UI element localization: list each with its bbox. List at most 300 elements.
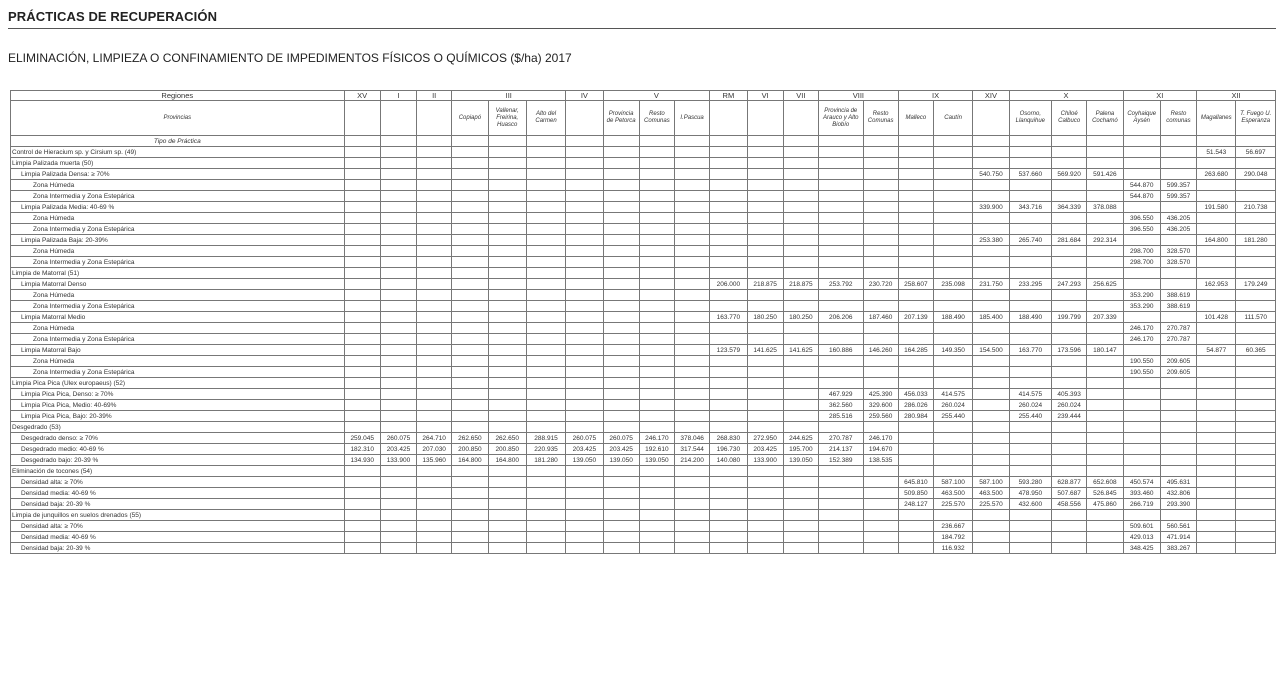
table-cell	[1087, 367, 1123, 378]
table-cell	[710, 147, 747, 158]
table-cell	[603, 543, 639, 554]
table-cell	[452, 301, 488, 312]
table-cell	[898, 510, 933, 521]
row-label: Control de Hieracium sp. y Cirsium sp. (49)	[11, 147, 345, 158]
table-cell	[898, 334, 933, 345]
row-label: Limpia Palizada muerta (50)	[11, 158, 345, 169]
provinces-header-row	[11, 101, 1276, 136]
table-cell: 203.425	[747, 444, 783, 455]
table-cell	[639, 543, 674, 554]
table-cell: 190.550	[1123, 356, 1160, 367]
table-cell	[1236, 334, 1276, 345]
table-cell	[674, 136, 709, 147]
table-row	[11, 312, 1276, 323]
table-cell	[417, 235, 452, 246]
table-cell: 163.770	[1009, 345, 1051, 356]
table-cell	[710, 136, 747, 147]
table-cell	[417, 367, 452, 378]
table-cell	[488, 323, 526, 334]
table-cell: 259.560	[863, 411, 898, 422]
table-cell	[674, 356, 709, 367]
table-cell: 206.000	[710, 279, 747, 290]
table-cell	[973, 367, 1009, 378]
table-cell	[1197, 290, 1236, 301]
table-cell	[417, 345, 452, 356]
table-cell	[783, 400, 818, 411]
table-row	[11, 433, 1276, 444]
table-cell	[1009, 466, 1051, 477]
table-cell	[639, 334, 674, 345]
row-label: Densidad baja: 20-39 %	[11, 543, 345, 554]
table-cell	[710, 235, 747, 246]
table-cell	[639, 411, 674, 422]
table-cell	[1087, 180, 1123, 191]
table-cell	[380, 499, 416, 510]
table-cell	[747, 356, 783, 367]
table-cell	[933, 356, 972, 367]
table-cell	[710, 389, 747, 400]
table-cell	[1197, 246, 1236, 257]
table-cell	[639, 400, 674, 411]
table-row	[11, 191, 1276, 202]
table-row	[11, 422, 1276, 433]
table-cell	[344, 169, 380, 180]
table-cell	[344, 521, 380, 532]
table-cell	[747, 246, 783, 257]
table-cell	[566, 488, 603, 499]
table-cell	[1052, 191, 1087, 202]
row-label: Limpia de Matorral (51)	[11, 268, 345, 279]
province-header	[747, 101, 783, 136]
table-cell	[639, 290, 674, 301]
table-cell	[639, 488, 674, 499]
table-cell	[818, 356, 863, 367]
province-header: Vallenar, Freirina, Huasco	[488, 101, 526, 136]
table-row	[11, 235, 1276, 246]
row-label: Limpia de junquillos en suelos drenados (55)	[11, 510, 345, 521]
table-cell: 231.750	[973, 279, 1009, 290]
table-cell: 628.877	[1052, 477, 1087, 488]
table-cell	[1052, 444, 1087, 455]
table-cell	[1197, 444, 1236, 455]
table-cell	[380, 367, 416, 378]
table-cell	[933, 290, 972, 301]
row-label: Limpia Palizada Baja: 20-39%	[11, 235, 345, 246]
table-cell	[1236, 433, 1276, 444]
table-cell	[488, 543, 526, 554]
table-row	[11, 466, 1276, 477]
table-cell	[674, 279, 709, 290]
table-cell	[863, 224, 898, 235]
table-cell	[1236, 543, 1276, 554]
table-cell	[1087, 191, 1123, 202]
table-cell	[1123, 202, 1160, 213]
table-cell	[1160, 378, 1196, 389]
table-cell	[747, 466, 783, 477]
table-cell: 259.045	[344, 433, 380, 444]
table-cell	[1087, 422, 1123, 433]
region-header: VIII	[818, 91, 898, 101]
row-label: Limpia Matorral Medio	[11, 312, 345, 323]
table-cell	[344, 378, 380, 389]
table-cell	[747, 543, 783, 554]
table-cell: 288.915	[526, 433, 565, 444]
table-cell: 154.500	[973, 345, 1009, 356]
table-cell	[1197, 532, 1236, 543]
practice-type-row	[11, 136, 1276, 147]
table-cell	[417, 301, 452, 312]
table-cell	[818, 367, 863, 378]
table-cell: 429.013	[1123, 532, 1160, 543]
table-cell	[639, 213, 674, 224]
table-cell: 182.310	[344, 444, 380, 455]
table-cell	[1009, 367, 1051, 378]
table-cell: 51.543	[1197, 147, 1236, 158]
table-cell	[674, 389, 709, 400]
table-row	[11, 279, 1276, 290]
table-cell	[747, 136, 783, 147]
table-cell	[417, 477, 452, 488]
table-cell	[1052, 257, 1087, 268]
table-cell	[863, 466, 898, 477]
table-cell	[488, 136, 526, 147]
region-header: IV	[566, 91, 603, 101]
table-cell	[973, 378, 1009, 389]
table-cell	[452, 323, 488, 334]
table-cell	[1236, 213, 1276, 224]
table-cell	[1009, 444, 1051, 455]
table-cell	[452, 367, 488, 378]
table-cell	[973, 257, 1009, 268]
table-cell	[488, 268, 526, 279]
table-row	[11, 180, 1276, 191]
row-label: Limpia Pica Pica, Bajo: 20-39%	[11, 411, 345, 422]
practice-type-label: Tipo de Práctica	[11, 136, 345, 147]
table-cell	[452, 356, 488, 367]
table-cell	[566, 510, 603, 521]
table-cell	[1236, 301, 1276, 312]
row-label: Zona Intermedia y Zona Estepárica	[11, 367, 345, 378]
table-cell	[818, 301, 863, 312]
table-cell: 133.900	[380, 455, 416, 466]
table-cell	[603, 158, 639, 169]
table-cell	[710, 378, 747, 389]
table-cell: 593.280	[1009, 477, 1051, 488]
row-label: Zona Húmeda	[11, 246, 345, 257]
table-cell	[898, 466, 933, 477]
table-cell: 141.625	[783, 345, 818, 356]
table-cell: 188.490	[933, 312, 972, 323]
table-cell: 540.750	[973, 169, 1009, 180]
table-cell: 388.619	[1160, 301, 1196, 312]
table-cell	[674, 543, 709, 554]
table-cell: 233.295	[1009, 279, 1051, 290]
table-cell	[1123, 510, 1160, 521]
table-cell	[818, 510, 863, 521]
table-cell: 353.290	[1123, 301, 1160, 312]
table-cell	[1052, 510, 1087, 521]
table-cell	[674, 411, 709, 422]
row-label: Zona Húmeda	[11, 213, 345, 224]
table-cell: 260.024	[933, 400, 972, 411]
table-cell	[344, 510, 380, 521]
table-cell: 195.700	[783, 444, 818, 455]
table-cell	[783, 301, 818, 312]
table-cell: 214.137	[818, 444, 863, 455]
table-cell	[933, 169, 972, 180]
table-cell	[1197, 433, 1236, 444]
table-cell	[818, 191, 863, 202]
table-cell	[488, 466, 526, 477]
table-cell	[1087, 158, 1123, 169]
table-cell	[566, 345, 603, 356]
table-cell	[747, 301, 783, 312]
table-cell	[452, 345, 488, 356]
table-cell	[818, 136, 863, 147]
table-cell	[603, 466, 639, 477]
table-cell: 258.607	[898, 279, 933, 290]
table-cell	[1236, 411, 1276, 422]
table-cell: 218.875	[747, 279, 783, 290]
table-cell	[818, 521, 863, 532]
table-row	[11, 532, 1276, 543]
table-cell	[898, 136, 933, 147]
table-cell	[710, 323, 747, 334]
table-cell	[1123, 433, 1160, 444]
table-cell	[783, 411, 818, 422]
table-cell	[1087, 323, 1123, 334]
table-cell	[380, 334, 416, 345]
table-cell: 246.170	[1123, 323, 1160, 334]
table-cell	[1197, 488, 1236, 499]
table-cell	[1052, 301, 1087, 312]
table-cell	[603, 323, 639, 334]
table-cell	[639, 257, 674, 268]
table-row	[11, 268, 1276, 279]
table-cell: 253.380	[973, 235, 1009, 246]
table-cell	[1197, 301, 1236, 312]
table-cell	[818, 477, 863, 488]
table-cell	[488, 235, 526, 246]
table-cell	[674, 400, 709, 411]
table-cell	[639, 246, 674, 257]
table-cell	[1197, 334, 1236, 345]
table-cell	[452, 224, 488, 235]
table-cell: 192.610	[639, 444, 674, 455]
table-cell	[452, 246, 488, 257]
table-cell: 507.687	[1052, 488, 1087, 499]
table-cell: 236.667	[933, 521, 972, 532]
table-cell	[488, 345, 526, 356]
table-cell	[674, 477, 709, 488]
province-header: I.Pascua	[674, 101, 709, 136]
table-cell	[1087, 268, 1123, 279]
table-cell	[1197, 521, 1236, 532]
province-header: Copiapó	[452, 101, 488, 136]
table-cell	[1123, 400, 1160, 411]
table-cell	[566, 235, 603, 246]
table-cell	[783, 268, 818, 279]
table-cell	[1123, 235, 1160, 246]
table-cell: 199.799	[1052, 312, 1087, 323]
table-cell: 246.170	[1123, 334, 1160, 345]
table-cell	[417, 389, 452, 400]
table-cell	[488, 202, 526, 213]
table-cell	[566, 136, 603, 147]
table-cell	[1197, 323, 1236, 334]
table-cell	[344, 389, 380, 400]
table-cell	[863, 334, 898, 345]
table-cell	[380, 389, 416, 400]
table-cell	[710, 202, 747, 213]
table-row	[11, 510, 1276, 521]
table-cell: 432.600	[1009, 499, 1051, 510]
row-label: Zona Húmeda	[11, 323, 345, 334]
table-cell	[898, 257, 933, 268]
table-cell	[973, 224, 1009, 235]
table-cell	[898, 455, 933, 466]
table-cell	[973, 356, 1009, 367]
province-header: Osorno, Llanquihue	[1009, 101, 1051, 136]
table-cell	[344, 290, 380, 301]
table-row	[11, 444, 1276, 455]
table-cell	[1236, 268, 1276, 279]
table-cell: 260.075	[566, 433, 603, 444]
table-row	[11, 246, 1276, 257]
table-cell	[417, 488, 452, 499]
table-cell	[898, 147, 933, 158]
table-cell	[1197, 466, 1236, 477]
table-cell	[603, 356, 639, 367]
table-cell: 378.046	[674, 433, 709, 444]
table-cell: 200.850	[488, 444, 526, 455]
table-cell	[1087, 213, 1123, 224]
table-cell	[1197, 411, 1236, 422]
table-cell	[1236, 466, 1276, 477]
table-cell	[783, 323, 818, 334]
table-cell	[488, 169, 526, 180]
region-header: RM	[710, 91, 747, 101]
table-cell	[488, 356, 526, 367]
table-cell	[1236, 400, 1276, 411]
table-cell	[603, 301, 639, 312]
table-cell	[1123, 268, 1160, 279]
table-cell	[566, 191, 603, 202]
table-cell	[1123, 444, 1160, 455]
table-cell	[898, 158, 933, 169]
table-cell	[1052, 521, 1087, 532]
table-cell	[818, 334, 863, 345]
table-cell: 348.425	[1123, 543, 1160, 554]
table-cell	[1009, 378, 1051, 389]
table-cell	[452, 400, 488, 411]
regions-header-row	[11, 91, 1276, 101]
region-header: III	[452, 91, 566, 101]
table-cell	[603, 532, 639, 543]
table-cell	[1052, 213, 1087, 224]
table-cell: 256.625	[1087, 279, 1123, 290]
table-cell	[674, 268, 709, 279]
table-cell	[710, 224, 747, 235]
table-cell	[973, 455, 1009, 466]
table-cell: 260.024	[1052, 400, 1087, 411]
province-header: Alto del Carmen	[526, 101, 565, 136]
table-cell	[603, 312, 639, 323]
table-cell	[1087, 543, 1123, 554]
table-cell	[639, 147, 674, 158]
table-cell	[1052, 466, 1087, 477]
table-cell	[1197, 257, 1236, 268]
table-cell	[818, 268, 863, 279]
table-cell	[1123, 466, 1160, 477]
table-cell	[380, 532, 416, 543]
table-cell	[933, 433, 972, 444]
table-cell	[1009, 246, 1051, 257]
table-cell	[603, 213, 639, 224]
row-label: Limpia Pica Pica, Medio: 40-69%	[11, 400, 345, 411]
table-cell: 225.570	[973, 499, 1009, 510]
table-cell	[603, 488, 639, 499]
row-label: Zona Húmeda	[11, 180, 345, 191]
table-cell: 248.127	[898, 499, 933, 510]
table-cell: 526.845	[1087, 488, 1123, 499]
table-cell: 214.200	[674, 455, 709, 466]
table-cell	[639, 466, 674, 477]
row-label: Desgedrado medio: 40-69 %	[11, 444, 345, 455]
table-cell	[380, 345, 416, 356]
table-cell: 599.357	[1160, 191, 1196, 202]
table-cell	[452, 411, 488, 422]
table-cell	[863, 191, 898, 202]
table-cell: 270.787	[1160, 334, 1196, 345]
table-cell: 190.550	[1123, 367, 1160, 378]
table-cell	[344, 213, 380, 224]
table-cell	[452, 466, 488, 477]
table-cell	[526, 323, 565, 334]
title-rule	[8, 28, 1276, 29]
table-cell	[344, 246, 380, 257]
table-cell	[380, 191, 416, 202]
table-cell: 544.870	[1123, 180, 1160, 191]
table-cell	[710, 488, 747, 499]
table-cell	[863, 488, 898, 499]
table-cell	[566, 257, 603, 268]
table-cell: 414.575	[933, 389, 972, 400]
table-cell	[639, 532, 674, 543]
table-cell	[818, 323, 863, 334]
table-cell	[380, 268, 416, 279]
table-cell	[566, 180, 603, 191]
table-cell	[488, 499, 526, 510]
table-cell	[1009, 136, 1051, 147]
table-cell	[566, 323, 603, 334]
table-cell	[380, 136, 416, 147]
table-cell	[863, 158, 898, 169]
table-cell	[863, 136, 898, 147]
row-label: Desgedrado bajo: 20-39 %	[11, 455, 345, 466]
table-cell: 200.850	[452, 444, 488, 455]
table-cell	[898, 433, 933, 444]
table-cell	[783, 136, 818, 147]
table-cell: 134.930	[344, 455, 380, 466]
table-cell	[1197, 378, 1236, 389]
table-cell	[1087, 455, 1123, 466]
table-cell	[488, 279, 526, 290]
table-cell	[344, 488, 380, 499]
table-cell	[526, 257, 565, 268]
table-cell	[710, 477, 747, 488]
table-cell	[1197, 180, 1236, 191]
